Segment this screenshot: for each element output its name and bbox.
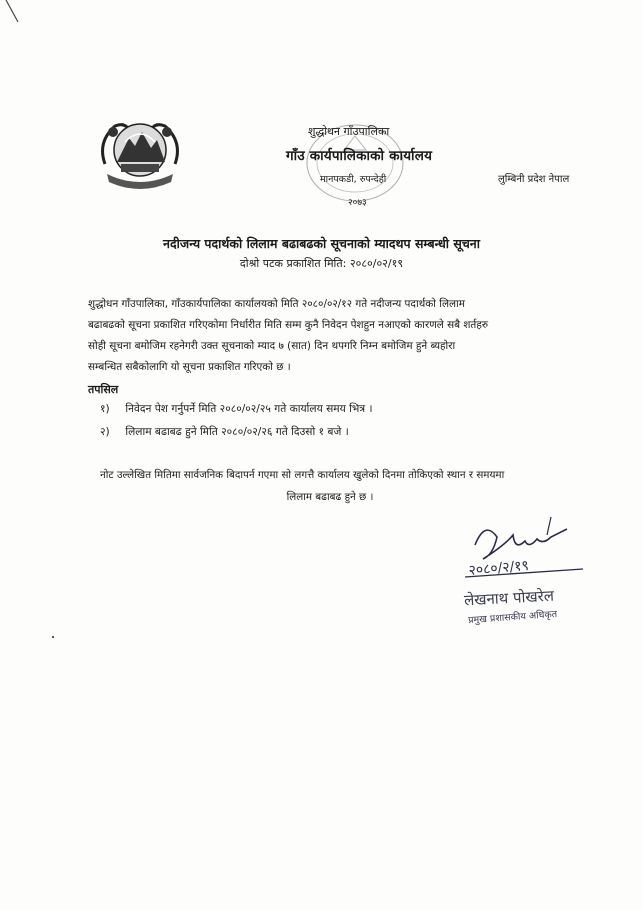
notice-title: नदीजन्य पदार्थको लिलाम बढाबढको सूचनाको म्यादथप सम्बन्धी सूचना — [163, 236, 480, 251]
nepal-emblem-icon — [95, 112, 185, 192]
note-line: नोट उल्लेखित मितिमा सार्वजनिक बिदापर्न गएमा सो लगत्तै कार्यालय खुलेको दिनमा तोकिएको स्थान र समयमा — [100, 469, 505, 481]
notice-body — [88, 294, 573, 378]
signatory-name: लेखनाथ पोखरेल — [463, 586, 555, 610]
signature-date: २०८०/२/१९ — [467, 557, 530, 579]
scan-corner-mark — [2, 0, 32, 30]
body-line: बढाबढको सूचना प्रकाशित गरिएकोमा निर्धारीत मिति सम्म कुनै निवेदन पेशहुन नआएको कारणले सबै शर्तहरु — [88, 319, 489, 331]
notice-subtitle: दोश्रो पटक प्रकाशित मिति: २०८०/०२/१९ — [239, 257, 404, 270]
municipality-name: शुद्धोधन गाँउपालिका — [308, 125, 390, 138]
detail-item-number: २) — [100, 426, 110, 438]
detail-item-number: १) — [100, 403, 110, 415]
body-line: शुद्धोधन गाँउपालिका, गाँउकार्यपालिका कार्यालयको मिति २०८०/०२/१२ गते नदीजन्य पदार्थको लिलाम — [88, 298, 465, 310]
established-year: २०७३ — [348, 198, 367, 208]
detail-item-text: लिलाम बढाबढ हुने मिति २०८०/०२/२६ गते दिउसो १ बजे । — [125, 426, 349, 438]
handwritten-signature — [455, 515, 595, 595]
signatory-designation: प्रमुख प्रशासकीय अधिकृत — [467, 608, 558, 627]
office-name: गाँउ कार्यपालिकाको कार्यालय — [286, 148, 433, 164]
body-line: सोही सूचना बमोजिम रहनेगरी उक्त सूचनाको म्याद ७ (सात) दिन थपगरि निम्न बमोजिम हुने ब्यहोरा — [88, 340, 456, 352]
detail-item — [100, 402, 373, 416]
notice-note — [100, 464, 560, 508]
province-name: लुम्बिनी प्रदेश नेपाल — [498, 174, 570, 185]
note-line: लिलाम बढाबढ हुने छ । — [286, 491, 374, 503]
detail-item-text: निवेदन पेश गर्नुपर्ने मिति २०८०/०२/२५ गते कार्यालय समय भित्र । — [125, 403, 373, 415]
details-heading: तपसिल — [88, 383, 119, 396]
office-address: मानपकडी, रुपन्देही — [320, 174, 387, 185]
body-line: सम्बन्धित सबैकोलागि यो सूचना प्रकाशित गरिएको छ । — [88, 361, 291, 373]
scan-dot — [52, 636, 54, 638]
detail-item — [100, 425, 349, 439]
